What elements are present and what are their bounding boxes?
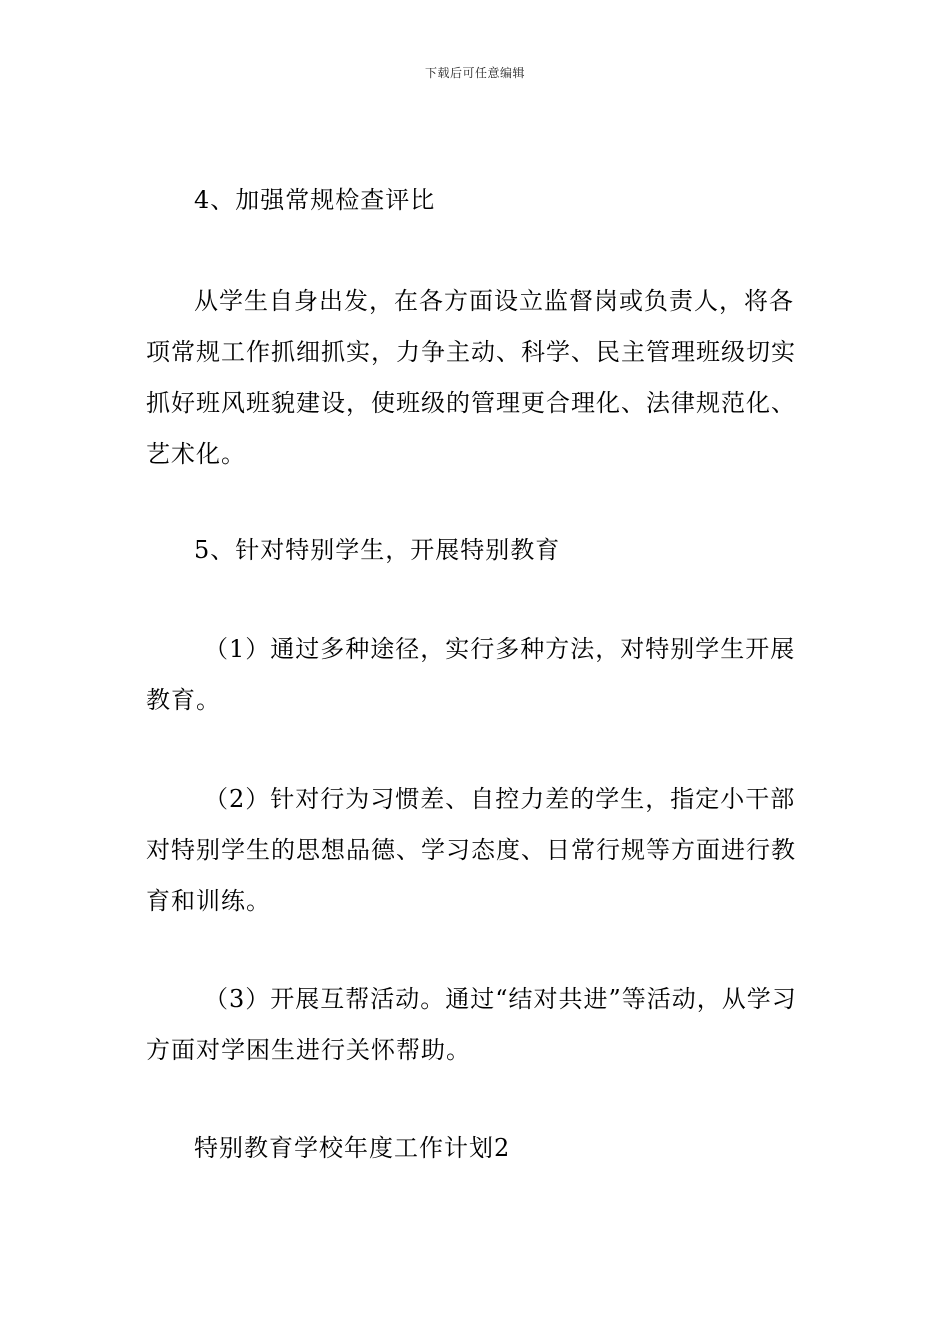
document-title-2: 特别教育学校年度工作计划2 — [194, 1134, 511, 1162]
section-heading-5: 5、针对特别学生，开展特别教育 — [194, 536, 561, 564]
paragraph-item-3: （3）开展互帮活动。通过“结对共进”等活动，从学习方面对学困生进行关怀帮助。 — [146, 985, 797, 1064]
section-heading-4: 4、加强常规检查评比 — [194, 186, 436, 214]
paragraph-regular-checks: 从学生自身出发，在各方面设立监督岗或负责人，将各项常规工作抓细抓实，力争主动、科学、民主管理班级切实抓好班风班貌建设，使班级的管理更合理化、法律规范化、艺术化。 — [146, 287, 796, 468]
page-header-note: 下载后可任意编辑 — [424, 66, 525, 80]
paragraph-item-1: （1）通过多种途径，实行多种方法，对特别学生开展教育。 — [146, 635, 796, 714]
paragraph-item-2: （2）针对行为习惯差、自控力差的学生，指定小干部对特别学生的思想品德、学习态度、日常行规等方面进行教育和训练。 — [146, 785, 796, 915]
